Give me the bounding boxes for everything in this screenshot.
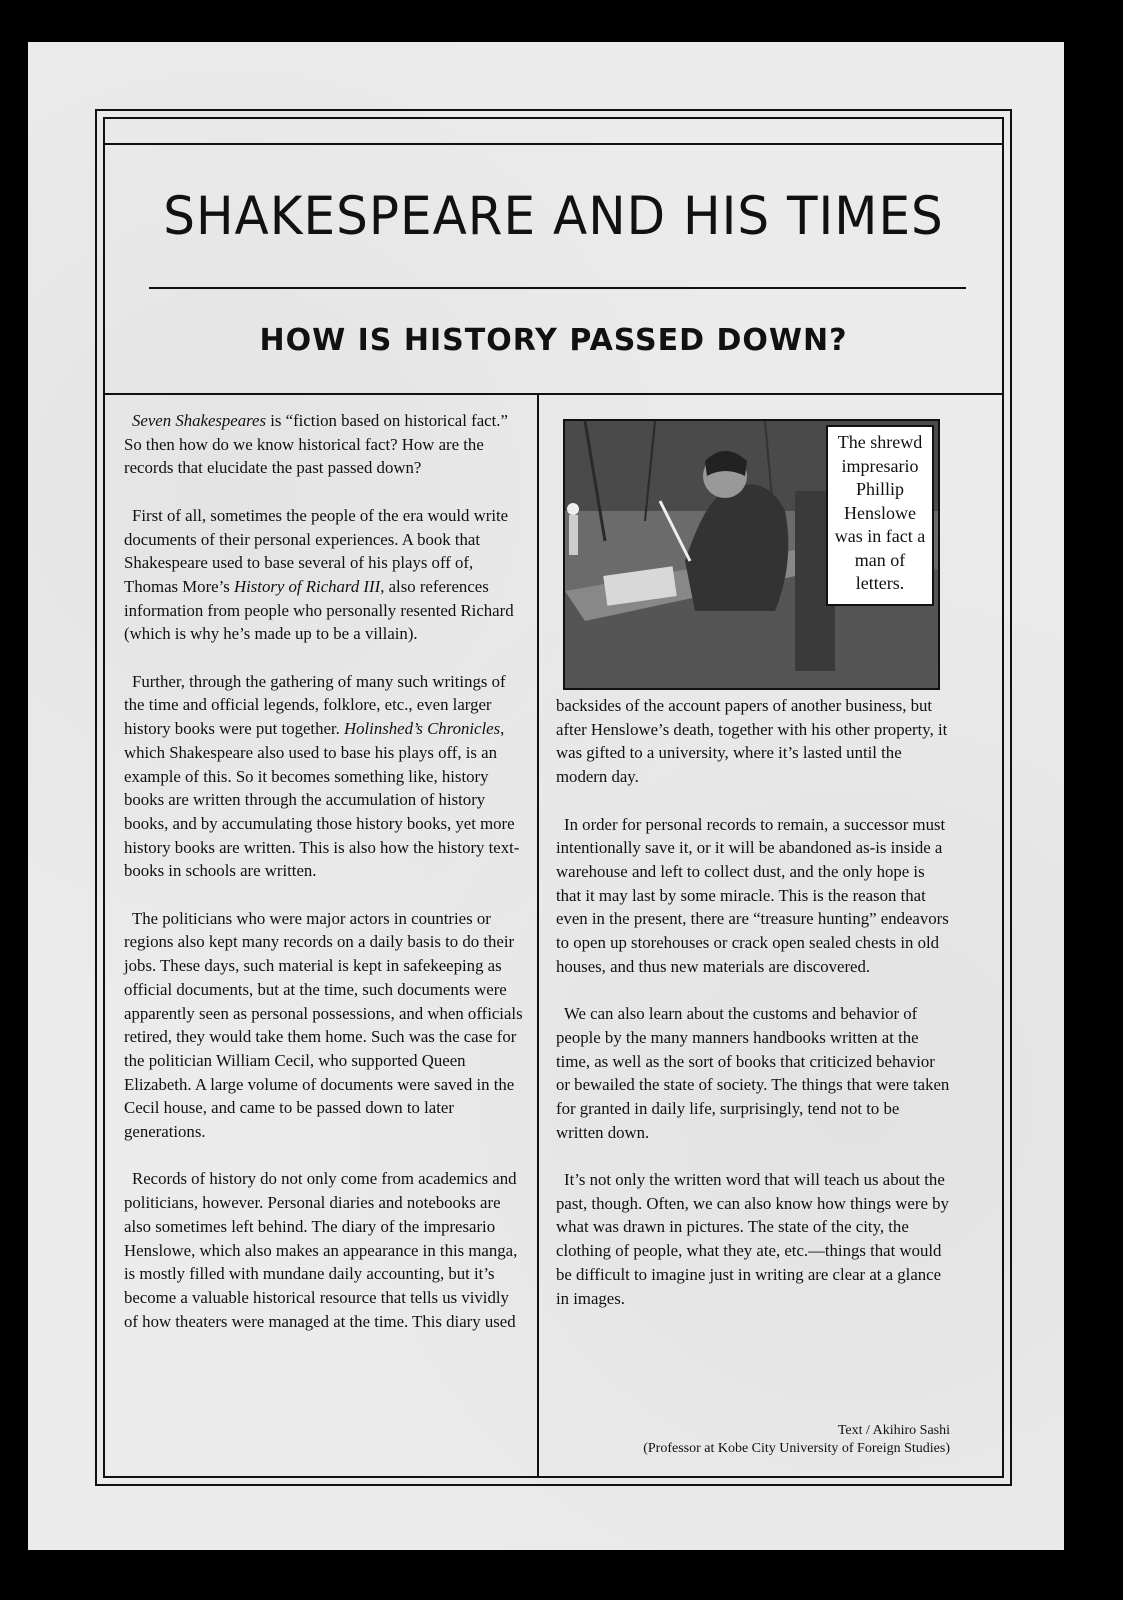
italic-title: Holinshed’s Chronicles bbox=[343, 719, 501, 739]
paragraph bbox=[124, 409, 524, 480]
paragraph-text: is “fiction based on historical fact.” So then how do we know historical fact? How are the records that elucidate the past passed down? bbox=[124, 411, 508, 478]
right-column bbox=[556, 694, 951, 1310]
paragraph: In order for personal records to remain, a successor must intentionally save it, or it will be abandoned as-is inside a warehouse and left to collect dust, and the only hope is that it may last by some miracle. This is the reason that even in the present, there are “treasure hunting” endeavors to open up storehouses or crack open sealed chests in old houses, and thus new materials are discovered. bbox=[556, 814, 949, 976]
page-title: SHAKESPEARE AND HIS TIMES bbox=[163, 185, 944, 247]
paragraph-text: , which Shakespeare also used to base his plays off, is an example of this. So it becomes something like, history books are written through the accumulation of history books, and by accumulating those history books, yet more history books are written. This is also how the history text-books in schools are written. bbox=[124, 719, 520, 881]
paragraph-text: Further, through the gathering of many such writings of the time and official legends, folklore, etc., even larger history books were put together. bbox=[124, 671, 506, 739]
paragraph: Records of history do not only come from academics and politicians, however. Personal diaries and notebooks are also sometimes left behind. The diary of the impresario Henslowe, which also makes an appearance in this manga, is mostly filled with mundane daily accounting, but it’s become a valuable historical resource that tells us vividly of how theaters were managed at the time. This diary used bbox=[124, 1169, 518, 1331]
left-column bbox=[124, 409, 524, 1333]
paragraph: backsides of the account papers of another business, but after Henslowe’s death, together with his other property, it was gifted to a university, where it’s lasted until the modern day. bbox=[556, 696, 948, 787]
top-band bbox=[105, 119, 1002, 145]
illustration-caption: The shrewd impresario Phillip Henslowe was in fact a man of letters. bbox=[826, 425, 934, 606]
italic-title: Seven Shakespeares bbox=[132, 411, 267, 430]
paragraph-text: , also references information from people who personally resented Richard (which is why he’s made up to be a villain). bbox=[124, 576, 514, 644]
title-rule bbox=[149, 287, 966, 289]
column-divider bbox=[537, 395, 539, 1476]
credit-author: Text / Akihiro Sashi bbox=[837, 1423, 950, 1438]
paragraph: We can also learn about the customs and behavior of people by the many manners handbooks written at the time, as well as the sort of books that criticized behavior or bewailed the state of society. The things that were taken for granted in daily life, surprisingly, tend not to be written down. bbox=[556, 1004, 950, 1142]
article-inner-frame bbox=[103, 117, 1004, 1478]
italic-title: History of Richard III bbox=[234, 576, 381, 596]
paragraph bbox=[124, 504, 524, 646]
paragraph: The politicians who were major actors in countries or regions also kept many records on a daily basis to do their jobs. These days, such material is kept in safekeeping as official documents, but at the time, such documents were apparently seen as personal possessions, and when officials retired, they would take them home. Such was the case for the politician William Cecil, who supported Queen Elizabeth. A large volume of documents were saved in the Cecil house, and came to be passed down to later generations. bbox=[124, 908, 523, 1142]
paragraph bbox=[124, 670, 524, 883]
henslowe-illustration bbox=[563, 419, 940, 690]
author-credit bbox=[643, 1422, 950, 1458]
header bbox=[105, 143, 1002, 395]
credit-affiliation: (Professor at Kobe City University of Foreign Studies) bbox=[643, 1441, 950, 1456]
page-subtitle: HOW IS HISTORY PASSED DOWN? bbox=[259, 323, 848, 358]
paragraph: It’s not only the written word that will teach us about the past, though. Often, we can also know how things were by what was drawn in pictures. The state of the city, the clothing of people, what they ate, etc.—things that would be difficult to imagine just in writing are clear at a glance in images. bbox=[556, 1170, 949, 1308]
article-frame bbox=[95, 109, 1012, 1486]
page bbox=[28, 42, 1064, 1550]
paragraph-text: First of all, sometimes the people of the era would write documents of their personal experiences. A book that Shakespeare used to base several of his plays off of, Thomas More’s bbox=[124, 505, 509, 596]
